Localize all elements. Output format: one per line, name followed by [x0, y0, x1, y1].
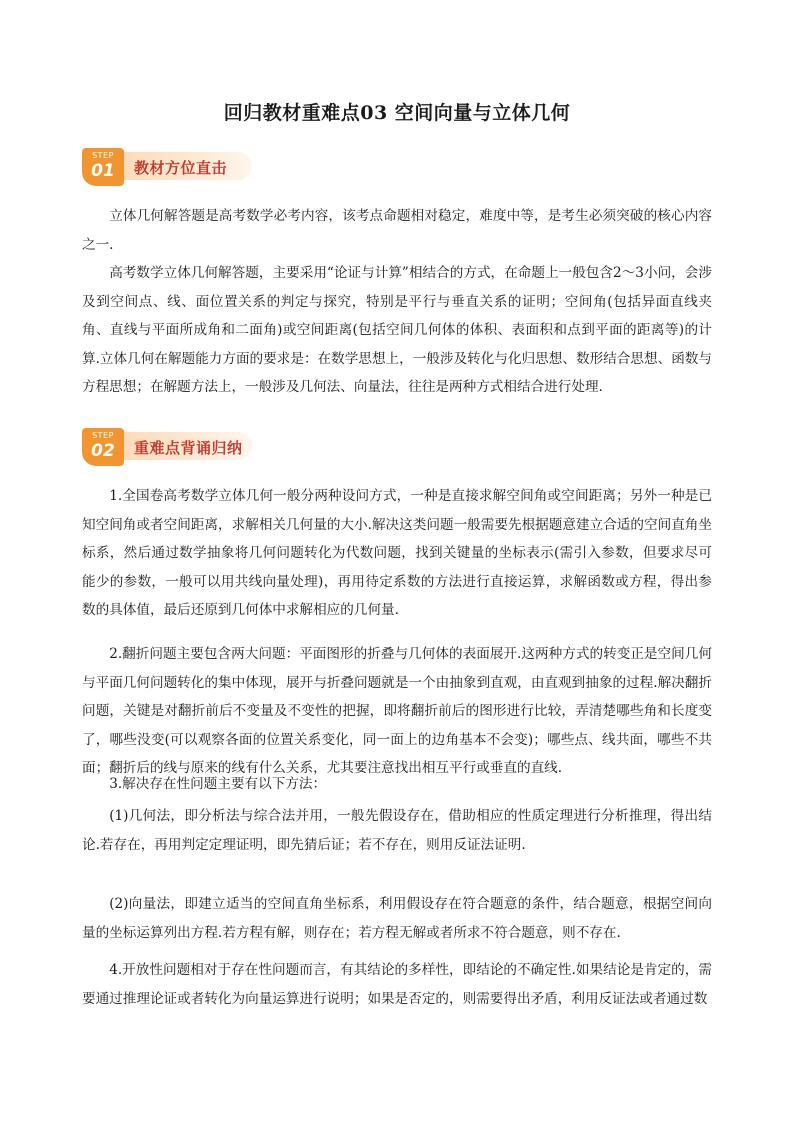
step-badge — [82, 428, 124, 466]
step-word: STEP — [92, 151, 114, 160]
step-badge — [82, 148, 124, 186]
step-01-header — [82, 148, 257, 188]
section2-paragraph-2: 2.翻折问题主要包含两大问题：平面图形的折叠与几何体的表面展开.这两种方式的转变正是空间几何与平面几何问题转化的集中体现，展开与折叠问题就是一个由抽象到直观，由直观到抽象的过程.解决翻折问题，关键是对翻折前后不变量及不变性的把握，即将翻折前后的图形进行比较，弄清楚哪些角和长度变了，哪些没变(可以观察各面的位置关系变化，同一面上的边角基本不会变)；哪些点、线共面，哪些不共面；翻折后的线与原来的线有什么关系，尤其要注意找出相互平行或垂直的直线. — [82, 646, 712, 776]
section1-paragraph-2: 高考数学立体几何解答题，主要采用“论证与计算”相结合的方式，在命题上一般包含2～3小问，会涉及到空间点、线、面位置关系的判定与探究，特别是平行与垂直关系的证明；空间角(包括异面直线夹角、直线与平面所成角和二面角)或空间距离(包括空间几何体的体积、表面积和点到平面的距离等)的计算.立体几何在解题能力方面的要求是：在数学思想上，一般涉及转化与化归思想、数形结合思想、函数与方程思想；在解题方法上，一般涉及几何法、向量法，往往是两种方式相结合进行处理. — [82, 265, 712, 395]
step-number: 01 — [91, 161, 115, 181]
step-number: 02 — [91, 441, 115, 461]
step-label: 教材方位直击 — [134, 159, 228, 177]
section2-paragraph-4: (1)几何法，即分析法与综合法并用，一般先假设存在，借助相应的性质定理进行分析推理，得出结论.若存在，再用判定定理证明，即先猜后证；若不存在，则用反证法证明. — [82, 808, 712, 853]
section2-paragraph-5: (2)向量法，即建立适当的空间直角坐标系，利用假设存在符合题意的条件，结合题意，根据空间向量的坐标运算列出方程.若方程有解，则存在；若方程无解或者所求不符合题意，则不存在. — [82, 896, 712, 941]
section2-paragraph-1: 1.全国卷高考数学立体几何一般分两种设问方式，一种是直接求解空间角或空间距离；另外一种是已知空间角或者空间距离，求解相关几何量的大小.解决这类问题一般需要先根据题意建立合适的空间直角坐标系，然后通过数学抽象将几何问题转化为代数问题，找到关键量的坐标表示(需引入参数，但要求尽可能少的参数，一般可以用共线向量处理)，再用待定系数的方法进行直接运算，求解函数或方程，得出参数的具体值，最后还原到几何体中求解相应的几何量. — [82, 488, 712, 618]
section2-paragraph-6: 4.开放性问题相对于存在性问题而言，有其结论的多样性，即结论的不确定性.如果结论是肯定的，需要通过推理论证或者转化为向量运算进行说明；如果是否定的，则需要得出矛盾，利用反证法或者通过数 — [82, 962, 712, 1007]
section1-paragraph-1: 立体几何解答题是高考数学必考内容，该考点命题相对稳定，难度中等，是考生必须突破的核心内容之一. — [82, 208, 712, 253]
step-02-header — [82, 428, 257, 468]
step-label: 重难点背诵归纳 — [134, 439, 243, 457]
step-word: STEP — [92, 431, 114, 440]
section2-paragraph-3: 3.解决存在性问题主要有以下方法： — [109, 776, 327, 792]
page-title: 回归教材重难点03 空间向量与立体几何 — [223, 102, 571, 124]
